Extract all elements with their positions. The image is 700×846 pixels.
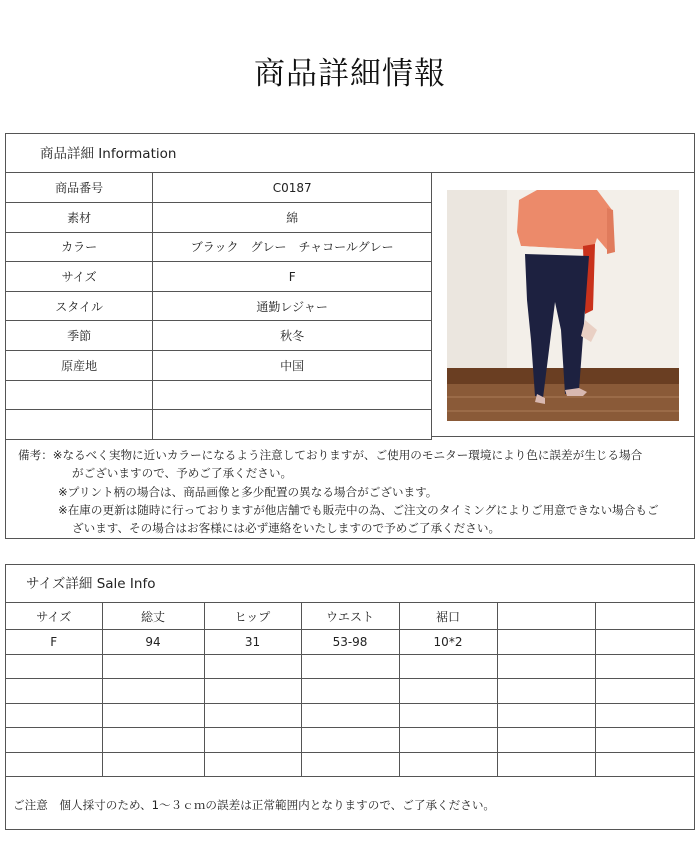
size-cell bbox=[6, 679, 102, 704]
spec-value: 綿 bbox=[153, 203, 432, 233]
spec-label bbox=[6, 380, 153, 410]
size-cell bbox=[595, 752, 694, 777]
size-header-row bbox=[6, 603, 694, 630]
spec-table bbox=[6, 173, 432, 440]
size-header: サイズ詳細 Sale Info bbox=[26, 576, 156, 592]
spec-label: 素材 bbox=[6, 203, 153, 233]
size-column-header: サイズ bbox=[6, 603, 102, 630]
size-cell bbox=[497, 703, 595, 728]
size-cell bbox=[399, 752, 497, 777]
size-cell bbox=[102, 703, 204, 728]
note-line: 備考：※なるべく実物に近いカラーになるよう注意しておりますが、ご使用のモニター環境により色に誤差が生じる場合 bbox=[18, 448, 643, 462]
size-cell bbox=[497, 630, 595, 655]
size-cell bbox=[595, 654, 694, 679]
spec-row bbox=[6, 262, 432, 292]
size-cell bbox=[204, 679, 301, 704]
note-line: がございますので、予めご了承ください。 bbox=[72, 466, 293, 481]
spec-value: F bbox=[153, 262, 432, 292]
product-detail-section bbox=[5, 133, 695, 539]
size-cell bbox=[6, 728, 102, 753]
size-cell bbox=[204, 728, 301, 753]
size-cell bbox=[204, 654, 301, 679]
size-column-header: 総丈 bbox=[102, 603, 204, 630]
product-photo-cell bbox=[432, 173, 694, 437]
spec-value: 通勤レジャー bbox=[153, 291, 432, 321]
note-line: ※在庫の更新は随時に行っておりますが他店舗でも販売中の為、ご注文のタイミングによりご用意できない場合もご bbox=[58, 502, 659, 517]
spec-row bbox=[6, 291, 432, 321]
size-cell bbox=[595, 703, 694, 728]
spec-row bbox=[6, 232, 432, 262]
size-detail-section bbox=[5, 564, 695, 830]
size-column-header: ウエスト bbox=[301, 603, 399, 630]
spec-value: ブラック グレー チャコールグレー bbox=[153, 232, 432, 262]
spec-value: 秋冬 bbox=[153, 321, 432, 351]
note-line: ※プリント柄の場合は、商品画像と多少配置の異なる場合がございます。 bbox=[58, 484, 438, 499]
spec-row bbox=[6, 380, 432, 410]
size-cell bbox=[497, 679, 595, 704]
size-column-header bbox=[497, 603, 595, 630]
spec-label: サイズ bbox=[6, 262, 153, 292]
size-cell bbox=[6, 703, 102, 728]
size-column-header: ヒップ bbox=[204, 603, 301, 630]
size-cell bbox=[595, 728, 694, 753]
spec-label: 季節 bbox=[6, 321, 153, 351]
size-cell: 53-98 bbox=[301, 630, 399, 655]
size-cell bbox=[301, 703, 399, 728]
spec-value: 中国 bbox=[153, 351, 432, 381]
spec-row bbox=[6, 410, 432, 440]
size-cell bbox=[497, 728, 595, 753]
page-title: 商品詳細情報 bbox=[254, 56, 446, 92]
spec-label: スタイル bbox=[6, 291, 153, 321]
size-cell bbox=[102, 752, 204, 777]
size-cell bbox=[301, 679, 399, 704]
note-line: ざいます、その場合はお客様には必ず連絡をいたしますので予めご了承ください。 bbox=[72, 521, 501, 536]
size-cell bbox=[6, 654, 102, 679]
product-photo bbox=[447, 190, 679, 421]
size-row bbox=[6, 752, 694, 777]
spec-value: C0187 bbox=[153, 173, 432, 203]
size-cell bbox=[6, 752, 102, 777]
size-cell bbox=[301, 654, 399, 679]
size-cell: 31 bbox=[204, 630, 301, 655]
size-table bbox=[6, 602, 694, 777]
spec-row bbox=[6, 173, 432, 203]
spec-row bbox=[6, 321, 432, 351]
size-cell bbox=[204, 703, 301, 728]
size-cell bbox=[399, 654, 497, 679]
size-cell bbox=[102, 679, 204, 704]
size-row bbox=[6, 728, 694, 753]
size-cell: F bbox=[6, 630, 102, 655]
size-cell bbox=[497, 752, 595, 777]
spec-row bbox=[6, 351, 432, 381]
size-column-header: 裾口 bbox=[399, 603, 497, 630]
size-cell bbox=[204, 752, 301, 777]
size-footer-note: ご注意 個人採寸のため、1～３ｃｍの誤差は正常範囲内となりますので、ご了承ください。 bbox=[13, 798, 496, 812]
spec-label: 商品番号 bbox=[6, 173, 153, 203]
size-row bbox=[6, 630, 694, 655]
spec-value bbox=[153, 410, 432, 440]
size-cell: 10*2 bbox=[399, 630, 497, 655]
notes bbox=[6, 437, 694, 537]
size-cell bbox=[301, 728, 399, 753]
spec-value bbox=[153, 380, 432, 410]
size-cell bbox=[102, 728, 204, 753]
size-row bbox=[6, 703, 694, 728]
size-cell bbox=[301, 752, 399, 777]
size-cell bbox=[399, 703, 497, 728]
size-cell bbox=[399, 679, 497, 704]
size-cell bbox=[497, 654, 595, 679]
size-cell bbox=[399, 728, 497, 753]
size-column-header bbox=[595, 603, 694, 630]
spec-row bbox=[6, 203, 432, 233]
size-cell bbox=[595, 679, 694, 704]
spec-label: カラー bbox=[6, 232, 153, 262]
detail-header: 商品詳細 Information bbox=[6, 134, 694, 173]
spec-label: 原産地 bbox=[6, 351, 153, 381]
spec-label bbox=[6, 410, 153, 440]
size-cell bbox=[595, 630, 694, 655]
size-cell: 94 bbox=[102, 630, 204, 655]
size-cell bbox=[102, 654, 204, 679]
size-row bbox=[6, 679, 694, 704]
size-row bbox=[6, 654, 694, 679]
